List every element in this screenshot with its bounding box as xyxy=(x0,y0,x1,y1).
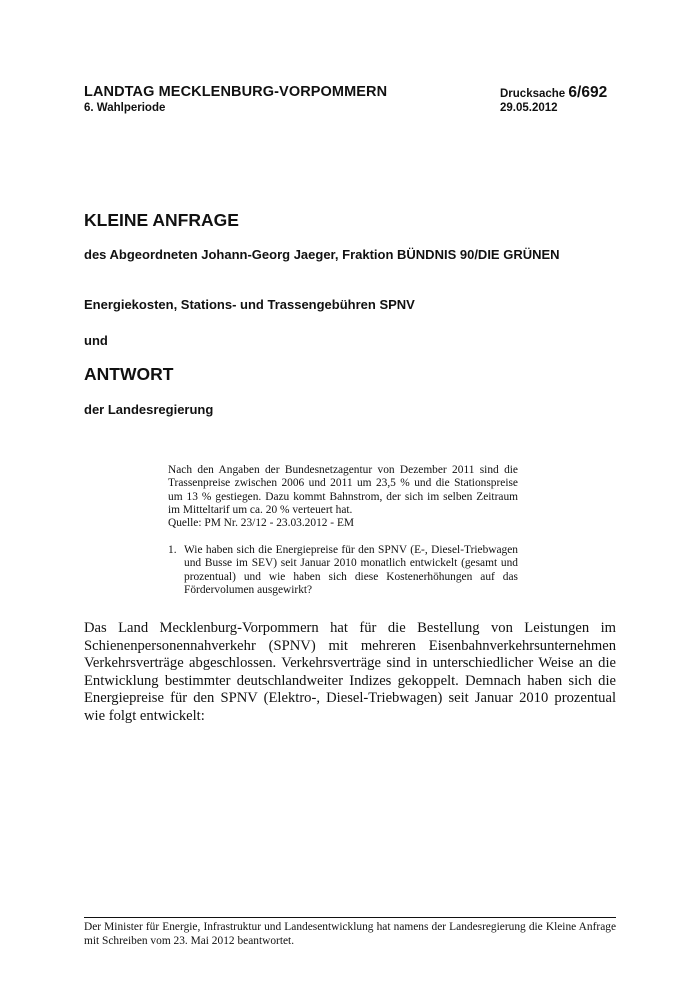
document-header xyxy=(84,84,387,114)
footnote-text: Der Minister für Energie, Infrastruktur und Landesentwicklung hat namens der Landesregierung die Kleine Anfrage mit Schreiben vom 23. Mai 2012 beantwortet. xyxy=(84,921,616,947)
question-1 xyxy=(168,544,518,597)
antwort-heading: ANTWORT xyxy=(84,364,174,384)
answer-paragraph: Das Land Mecklenburg-Vorpommern hat für die Bestellung von Leistungen im Schienenpersonennahverkehr (SPNV) mit mehreren Eisenbahnverkehrsunternehmen Verkehrsverträge abgeschlossen. Verkehrsverträge sind in unterschiedlicher Weise an die Entwicklung bestimmter deutschlandweiter Indizes gekoppelt. Demnach haben sich die Energiepreise für den SPNV (Elektro-, Diesel-Triebwagen) seit Januar 2010 prozentual wie folgt entwickelt: xyxy=(84,620,616,724)
document-reference xyxy=(500,84,630,114)
question-text: Wie haben sich die Energiepreise für den SPNV (E-, Diesel-Triebwagen und Busse im SEV) seit Januar 2010 monatlich entwickelt (gesamt und prozentual) und wie haben sich diese Kostenerhöhungen auf das Fördervolumen ausgewirkt? xyxy=(184,544,518,596)
electoral-period: 6. Wahlperiode xyxy=(84,102,166,114)
question-number: 1. xyxy=(168,544,177,556)
intro-block xyxy=(168,464,518,530)
conjunction-und: und xyxy=(84,333,108,348)
kleine-anfrage-heading: KLEINE ANFRAGE xyxy=(84,210,239,230)
parliament-name: LANDTAG MECKLENBURG-VORPOMMERN xyxy=(84,84,388,100)
footnote-divider xyxy=(84,917,616,918)
subject-line: Energiekosten, Stations- und Trassengebühren SPNV xyxy=(84,297,415,312)
intro-source: Quelle: PM Nr. 23/12 - 23.03.2012 - EM xyxy=(168,517,355,530)
drucksache-number: 6/692 xyxy=(568,84,608,101)
intro-text: Nach den Angaben der Bundesnetzagentur von Dezember 2011 sind die Trassenpreise zwischen 2006 und 2011 um 23,5 % und die Stationspreise um 13 % gestiegen. Dazu kommt Bahnstrom, der sich im selben Zeitraum im Mitteltarif um ca. 20 % verteuert hat. xyxy=(168,464,518,516)
drucksache-line xyxy=(500,84,630,102)
responder-line: der Landesregierung xyxy=(84,402,214,417)
author-line: des Abgeordneten Johann-Georg Jaeger, Fraktion BÜNDNIS 90/DIE GRÜNEN xyxy=(84,247,560,262)
drucksache-label: Drucksache xyxy=(500,88,569,100)
document-date: 29.05.2012 xyxy=(500,102,558,114)
